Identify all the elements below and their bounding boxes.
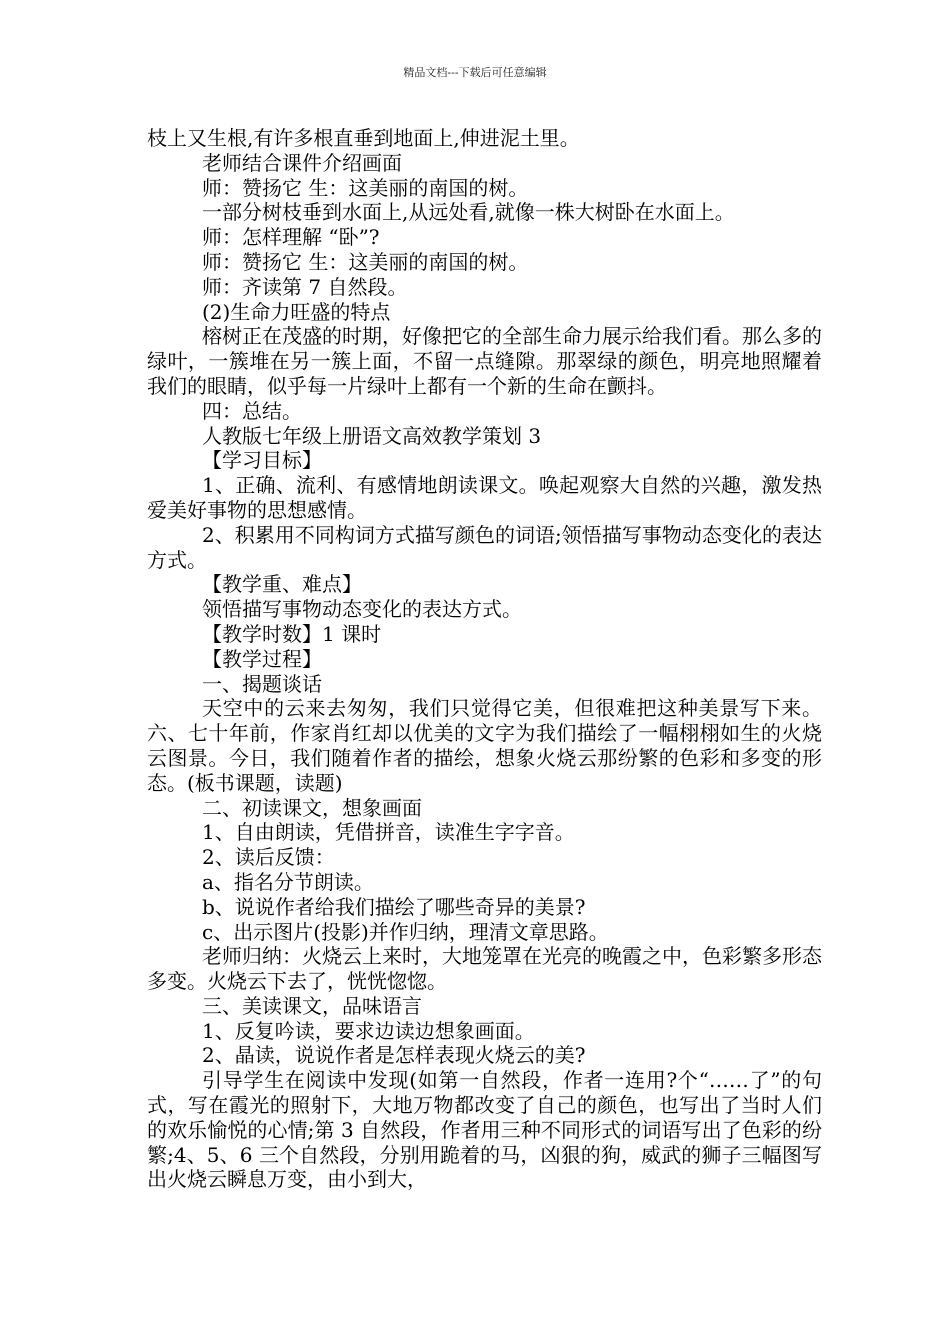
paragraph: 【教学时数】1 课时 [202, 621, 382, 646]
paragraph: 人教版七年级上册语文高效教学策划 3 [202, 423, 542, 448]
paragraph: 【学习目标】 [202, 448, 322, 473]
paragraph: b、说说作者给我们描绘了哪些奇异的美景? [202, 894, 586, 919]
paragraph: 1、自由朗读，凭借拼音，读准生字字音。 [202, 820, 575, 845]
paragraph: 枝上又生根,有许多根直垂到地面上,伸进泥土里。 [147, 126, 580, 150]
paragraph: 榕树正在茂盛的时期，好像把它的全部生命力展示给我们看。那么多的绿叶，一簇堆在另一簇上面，不留一点缝隙。那翠绿的颜色，明亮地照耀着我们的眼睛，似乎每一片绿叶上都有一个新的生命在颤抖。 [147, 324, 822, 398]
paragraph: 天空中的云来去匆匆，我们只觉得它美，但很难把这种美景写下来。六、七十年前，作家肖红却以优美的文字为我们描绘了一幅栩栩如生的火烧云图景。今日，我们随着作者的描绘，想象火烧云那纷繁的色彩和多变的形态。(板书课题，读题) [147, 696, 822, 795]
paragraph: 2、晶读，说说作者是怎样表现火烧云的美? [202, 1043, 586, 1068]
paragraph: 领悟描写事物动态变化的表达方式。 [202, 597, 522, 622]
page-header: 精品文档---下载后可任意编辑 [403, 66, 547, 79]
paragraph: 1、反复吟读，要求边读边想象画面。 [202, 1018, 535, 1043]
paragraph: 【教学重、难点】 [202, 572, 362, 597]
paragraph: 师：赞扬它 生：这美丽的南国的树。 [202, 175, 529, 200]
paragraph: 师：齐读第 7 自然段。 [202, 274, 408, 299]
paragraph: a、指名分节朗读。 [202, 869, 374, 894]
paragraph: 四：总结。 [202, 398, 302, 423]
paragraph: 三、美读课文，品味语言 [202, 993, 422, 1018]
paragraph: 2、积累用不同构词方式描写颜色的词语;领悟描写事物动态变化的表达方式。 [147, 522, 822, 572]
paragraph: 师：赞扬它 生：这美丽的南国的树。 [202, 249, 529, 274]
paragraph: 一、揭题谈话 [202, 671, 322, 696]
paragraph: (2)生命力旺盛的特点 [202, 299, 391, 324]
paragraph: 一部分树枝垂到水面上,从远处看,就像一株大树卧在水面上。 [202, 200, 735, 225]
paragraph: 2、读后反馈： [202, 845, 335, 870]
paragraph: 1、正确、流利、有感情地朗读课文。唤起观察大自然的兴趣，激发热爱美好事物的思想感情。 [147, 473, 822, 522]
paragraph: 引导学生在阅读中发现(如第一自然段，作者一连用?个“……了”的句式，写在霞光的照射下，大地万物都改变了自己的颜色，也写出了当时人们的欢乐愉悦的心情;第 3 自然段，作者用三种不同形式的词语写出了色彩的纷繁;4、5、6 三个自然段，分别用跪着的马，凶狠的狗，威武的狮子三幅图写出火烧云瞬息万变，由小到大， [147, 1068, 822, 1192]
paragraph: 老师归纳：火烧云上来时，大地笼罩在光亮的晚霞之中，色彩繁多形态多变。火烧云下去了，恍恍惚惚。 [147, 944, 822, 994]
paragraph: c、出示图片(投影)并作归纳，理清文章思路。 [202, 919, 609, 944]
document-body [147, 126, 822, 1192]
paragraph: 二、初读课文，想象画面 [202, 795, 422, 820]
paragraph: 【教学过程】 [202, 646, 322, 671]
paragraph: 师：怎样理解 “卧”? [202, 225, 380, 250]
paragraph: 老师结合课件介绍画面 [202, 150, 402, 175]
